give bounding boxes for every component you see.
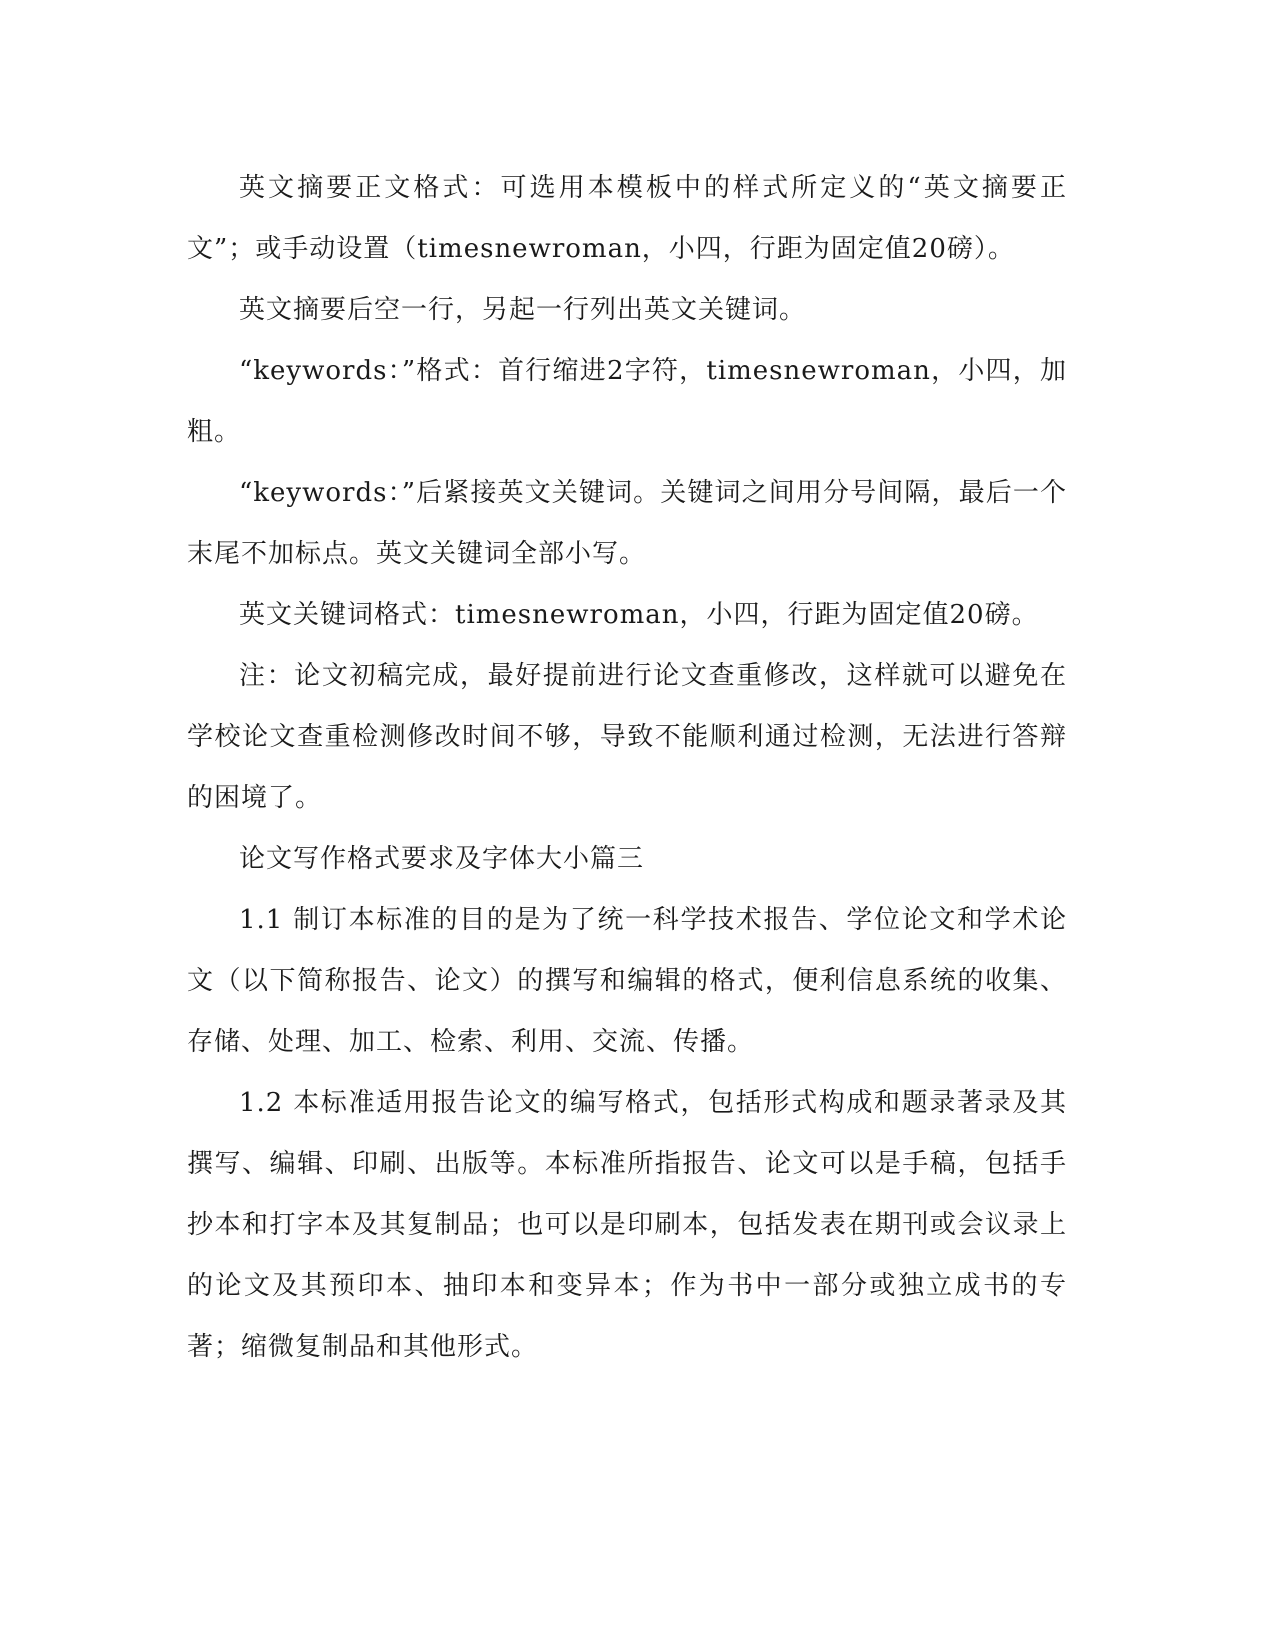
paragraph-keywords-format: “keywords：”格式：首行缩进2字符，timesnewroman，小四，加粗。 (187, 356, 1067, 447)
paragraph-section-1-1: 1.1 制订本标准的目的是为了统一科学技术报告、学位论文和学术论文（以下简称报告、论文）的撰写和编辑的格式，便利信息系统的收集、存储、处理、加工、检索、利用、交流、传播。 (187, 905, 1067, 1057)
paragraph-keywords-separator: “keywords：”后紧接英文关键词。关键词之间用分号间隔，最后一个末尾不加标点。英文关键词全部小写。 (187, 478, 1067, 569)
paragraph-section-1-2: 1.2 本标准适用报告论文的编写格式，包括形式构成和题录著录及其撰写、编辑、印刷、出版等。本标准所指报告、论文可以是手稿，包括手抄本和打字本及其复制品；也可以是印刷本，包括发表在期刊或会议录上的论文及其预印本、抽印本和变异本；作为书中一部分或独立成书的专著；缩微复制品和其他形式。 (187, 1088, 1067, 1362)
document-body (187, 158, 1067, 1378)
paragraph-abstract-body-format: 英文摘要正文格式：可选用本模板中的样式所定义的“英文摘要正文”；或手动设置（timesnewroman，小四，行距为固定值20磅）。 (187, 173, 1067, 264)
paragraph-keywords-font: 英文关键词格式：timesnewroman，小四，行距为固定值20磅。 (239, 600, 1039, 630)
paragraph-plagiarism-note: 注：论文初稿完成，最好提前进行论文查重修改，这样就可以避免在学校论文查重检测修改时间不够，导致不能顺利通过检测，无法进行答辩的困境了。 (187, 661, 1067, 813)
section-heading: 论文写作格式要求及字体大小篇三 (239, 844, 645, 874)
paragraph-blank-line-note: 英文摘要后空一行，另起一行列出英文关键词。 (239, 295, 807, 325)
